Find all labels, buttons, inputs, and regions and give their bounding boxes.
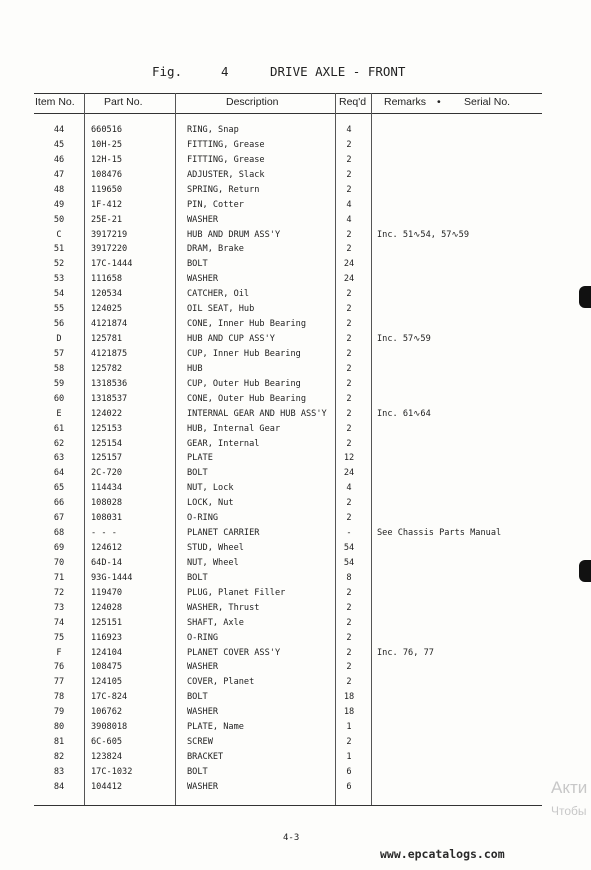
- part-no: 108031: [91, 513, 123, 524]
- table-row: [34, 123, 542, 138]
- part-no: 125151: [91, 617, 123, 628]
- qty-reqd: 2: [346, 423, 352, 434]
- fig-label: Fig.: [152, 64, 183, 79]
- table-row: [34, 780, 542, 795]
- description: NUT, Wheel: [187, 557, 239, 568]
- description: WASHER: [187, 274, 219, 285]
- description: HUB AND CUP ASS'Y: [187, 334, 275, 345]
- description: PLANET CARRIER: [187, 528, 260, 539]
- qty-reqd: 2: [346, 632, 352, 643]
- watermark-line1: Акти: [551, 778, 588, 797]
- description: FITTING, Grease: [187, 154, 265, 165]
- part-no: 2C-720: [91, 468, 123, 479]
- page-number: 4-3: [283, 833, 300, 843]
- part-no: 124022: [91, 408, 123, 419]
- table-row: [34, 242, 542, 257]
- table-row: [34, 496, 542, 511]
- item-no: 82: [53, 752, 65, 763]
- description: PLATE: [187, 453, 213, 464]
- item-no: 64: [53, 468, 65, 479]
- item-no: 48: [53, 184, 65, 195]
- item-no: 56: [53, 319, 65, 330]
- table-row: [34, 451, 542, 466]
- item-no: 72: [53, 587, 65, 598]
- part-no: 3917220: [91, 244, 128, 255]
- table-row: [34, 571, 542, 586]
- part-no: 25E-21: [91, 214, 123, 225]
- qty-reqd: 54: [343, 557, 355, 568]
- qty-reqd: 2: [346, 662, 352, 673]
- table-row: [34, 377, 542, 392]
- table-row: [34, 257, 542, 272]
- qty-reqd: 8: [346, 572, 352, 583]
- remarks: Inc. 76, 77: [377, 647, 434, 658]
- part-no: 119650: [91, 184, 123, 195]
- description: SCREW: [187, 737, 213, 748]
- table-row: [34, 750, 542, 765]
- item-no: 76: [53, 662, 65, 673]
- item-no: 50: [53, 214, 65, 225]
- item-no: 51: [53, 244, 65, 255]
- part-no: 17C-1032: [91, 766, 133, 777]
- qty-reqd: 2: [346, 184, 352, 195]
- item-no: 46: [53, 154, 65, 165]
- item-no: 75: [53, 632, 65, 643]
- table-row: [34, 675, 542, 690]
- col-header-serial: Serial No.: [464, 96, 511, 108]
- qty-reqd: 2: [346, 647, 352, 658]
- item-no: 61: [53, 423, 65, 434]
- qty-reqd: 4: [346, 483, 352, 494]
- part-no: 17C-824: [91, 692, 128, 703]
- qty-reqd: 1: [346, 722, 352, 733]
- item-no: 66: [53, 498, 65, 509]
- qty-reqd: 2: [346, 154, 352, 165]
- table-row: [34, 317, 542, 332]
- remarks: See Chassis Parts Manual: [377, 528, 502, 539]
- qty-reqd: 2: [346, 393, 352, 404]
- table-row: [34, 646, 542, 661]
- qty-reqd: 2: [346, 513, 352, 524]
- description: HUB, Internal Gear: [187, 423, 281, 434]
- item-no: 81: [53, 737, 65, 748]
- table-row: [34, 332, 542, 347]
- item-no: 78: [53, 692, 65, 703]
- table-row: [34, 556, 542, 571]
- table-row: [34, 720, 542, 735]
- description: STUD, Wheel: [187, 543, 244, 554]
- description: WASHER: [187, 662, 219, 673]
- col-header-remarks: Remarks: [384, 96, 427, 108]
- remarks: Inc. 61∿64: [377, 408, 431, 419]
- part-no: 125153: [91, 423, 123, 434]
- part-no: 3908018: [91, 722, 128, 733]
- table-row: [34, 690, 542, 705]
- table-row: [34, 735, 542, 750]
- part-no: 17C-1444: [91, 259, 133, 270]
- part-no: 3917219: [91, 229, 128, 240]
- description: FITTING, Grease: [187, 139, 265, 150]
- description: HUB AND DRUM ASS'Y: [187, 229, 281, 240]
- item-no: 59: [53, 378, 65, 389]
- part-no: - - -: [91, 528, 117, 539]
- table-row: [34, 153, 542, 168]
- remarks: Inc. 57∿59: [377, 334, 431, 345]
- part-no: 108475: [91, 662, 123, 673]
- description: LOCK, Nut: [187, 498, 234, 509]
- part-no: 116923: [91, 632, 123, 643]
- item-no: 49: [53, 199, 65, 210]
- description: CONE, Outer Hub Bearing: [187, 393, 306, 404]
- part-no: 104412: [91, 781, 123, 792]
- table-row: [34, 213, 542, 228]
- qty-reqd: 2: [346, 378, 352, 389]
- description: WASHER: [187, 707, 219, 718]
- table-row: [34, 407, 542, 422]
- qty-reqd: 2: [346, 587, 352, 598]
- description: CONE, Inner Hub Bearing: [187, 319, 306, 330]
- part-no: 114434: [91, 483, 123, 494]
- item-no: 73: [53, 602, 65, 613]
- qty-reqd: 6: [346, 781, 352, 792]
- item-no: F: [56, 647, 62, 658]
- table-row: [34, 526, 542, 541]
- description: SHAFT, Axle: [187, 617, 244, 628]
- part-no: 125782: [91, 363, 123, 374]
- qty-reqd: 24: [343, 274, 355, 285]
- description: RING, Snap: [187, 125, 239, 135]
- table-row: [34, 466, 542, 481]
- description: PLATE, Name: [187, 722, 244, 733]
- item-no: 77: [53, 677, 65, 688]
- site-url[interactable]: www.epcatalogs.com: [380, 847, 505, 861]
- item-no: 71: [53, 572, 65, 583]
- part-no: 1F-412: [91, 199, 123, 210]
- table-row: [34, 183, 542, 198]
- description: CATCHER, Oil: [187, 289, 250, 300]
- item-no: 84: [53, 781, 65, 792]
- item-no: 55: [53, 304, 65, 315]
- qty-reqd: 12: [343, 453, 355, 464]
- table-row: [34, 511, 542, 526]
- watermark-line2: Чтобы: [551, 804, 587, 818]
- table-row: [34, 198, 542, 213]
- item-no: 70: [53, 557, 65, 568]
- description: PIN, Cotter: [187, 199, 244, 210]
- table-row: [34, 765, 542, 780]
- binder-hole-mark: [579, 560, 591, 582]
- qty-reqd: 4: [346, 199, 352, 210]
- table-row: [34, 347, 542, 362]
- qty-reqd: 24: [343, 259, 355, 270]
- col-header-item: Item No.: [35, 96, 75, 108]
- remarks: Inc. 51∿54, 57∿59: [377, 229, 470, 240]
- qty-reqd: 4: [346, 125, 352, 135]
- description: WASHER, Thrust: [187, 602, 260, 613]
- description: OIL SEAT, Hub: [187, 304, 255, 315]
- qty-reqd: 2: [346, 289, 352, 300]
- part-no: 123824: [91, 752, 123, 763]
- binder-hole-mark: [579, 286, 591, 308]
- table-row: [34, 705, 542, 720]
- table-row: [34, 422, 542, 437]
- item-no: 54: [53, 289, 65, 300]
- item-no: 65: [53, 483, 65, 494]
- description: WASHER: [187, 214, 219, 225]
- table-row: [34, 392, 542, 407]
- col-header-description: Description: [226, 96, 279, 108]
- item-no: D: [56, 334, 62, 345]
- part-no: 124612: [91, 543, 123, 554]
- header-bottom-rule: [34, 113, 542, 114]
- item-no: 83: [53, 766, 65, 777]
- description: PLUG, Planet Filler: [187, 587, 286, 598]
- item-no: 58: [53, 363, 65, 374]
- description: ADJUSTER, Slack: [187, 169, 265, 180]
- description: SPRING, Return: [187, 184, 260, 195]
- qty-reqd: 2: [346, 169, 352, 180]
- part-no: 660516: [91, 125, 123, 135]
- table-row: [34, 272, 542, 287]
- description: HUB: [187, 363, 203, 374]
- qty-reqd: 2: [346, 602, 352, 613]
- table-row: [34, 362, 542, 377]
- description: WASHER: [187, 781, 219, 792]
- fig-number: 4: [221, 64, 229, 79]
- table-row: [34, 287, 542, 302]
- item-no: 68: [53, 528, 65, 539]
- item-no: 53: [53, 274, 65, 285]
- description: CUP, Outer Hub Bearing: [187, 378, 301, 389]
- description: BOLT: [187, 259, 208, 270]
- part-no: 108476: [91, 169, 123, 180]
- description: O-RING: [187, 632, 219, 643]
- part-no: 106762: [91, 707, 123, 718]
- qty-reqd: 4: [346, 214, 352, 225]
- description: COVER, Planet: [187, 677, 255, 688]
- part-no: 108028: [91, 498, 123, 509]
- table-row: [34, 541, 542, 556]
- table-row: [34, 616, 542, 631]
- description: BOLT: [187, 468, 208, 479]
- part-no: 6C-605: [91, 737, 123, 748]
- part-no: 124028: [91, 602, 123, 613]
- table-row: [34, 481, 542, 496]
- item-no: 60: [53, 393, 65, 404]
- qty-reqd: 2: [346, 139, 352, 150]
- description: BOLT: [187, 572, 208, 583]
- table-row: [34, 660, 542, 675]
- col-header-part: Part No.: [104, 96, 143, 108]
- part-no: 111658: [91, 274, 123, 285]
- part-no: 93G-1444: [91, 572, 133, 583]
- table-row: [34, 437, 542, 452]
- qty-reqd: 6: [346, 766, 352, 777]
- description: PLANET COVER ASS'Y: [187, 647, 281, 658]
- item-no: 57: [53, 348, 65, 359]
- description: INTERNAL GEAR AND HUB ASS'Y: [187, 408, 327, 419]
- qty-reqd: 2: [346, 229, 352, 240]
- qty-reqd: -: [346, 528, 352, 539]
- qty-reqd: 2: [346, 617, 352, 628]
- description: NUT, Lock: [187, 483, 234, 494]
- item-no: 79: [53, 707, 65, 718]
- table-row: [34, 138, 542, 153]
- part-no: 4121875: [91, 348, 128, 359]
- qty-reqd: 2: [346, 408, 352, 419]
- item-no: 67: [53, 513, 65, 524]
- part-no: 10H-25: [91, 139, 123, 150]
- qty-reqd: 2: [346, 363, 352, 374]
- item-no: 74: [53, 617, 65, 628]
- part-no: 120534: [91, 289, 123, 300]
- part-no: 125781: [91, 334, 123, 345]
- description: DRAM, Brake: [187, 244, 244, 255]
- part-no: 119470: [91, 587, 123, 598]
- part-no: 124105: [91, 677, 123, 688]
- item-no: 62: [53, 438, 65, 449]
- part-no: 4121874: [91, 319, 128, 330]
- part-no: 124104: [91, 647, 123, 658]
- item-no: 45: [53, 139, 65, 150]
- table-row: [34, 228, 542, 243]
- qty-reqd: 2: [346, 737, 352, 748]
- part-no: 124025: [91, 304, 123, 315]
- item-no: 63: [53, 453, 65, 464]
- part-no: 125154: [91, 438, 123, 449]
- qty-reqd: 2: [346, 498, 352, 509]
- table-row: [34, 168, 542, 183]
- qty-reqd: 2: [346, 334, 352, 345]
- item-no: 52: [53, 259, 65, 270]
- fig-name: DRIVE AXLE - FRONT: [270, 64, 406, 79]
- qty-reqd: 2: [346, 348, 352, 359]
- item-no: E: [56, 408, 62, 419]
- description: BRACKET: [187, 752, 224, 763]
- qty-reqd: 18: [343, 692, 355, 703]
- description: O-RING: [187, 513, 219, 524]
- qty-reqd: 2: [346, 304, 352, 315]
- col-header-bullet: •: [437, 96, 441, 108]
- description: BOLT: [187, 766, 208, 777]
- item-no: 69: [53, 543, 65, 554]
- part-no: 12H-15: [91, 154, 123, 165]
- qty-reqd: 18: [343, 707, 355, 718]
- qty-reqd: 2: [346, 677, 352, 688]
- qty-reqd: 54: [343, 543, 355, 554]
- item-no: C: [56, 229, 62, 240]
- part-no: 1318537: [91, 393, 128, 404]
- part-no: 1318536: [91, 378, 128, 389]
- description: BOLT: [187, 692, 208, 703]
- table-row: [34, 601, 542, 616]
- table-bottom-rule: [34, 805, 542, 806]
- item-no: 47: [53, 169, 65, 180]
- part-no: 64D-14: [91, 557, 123, 568]
- col-header-reqd: Req'd: [339, 96, 367, 108]
- table-row: [34, 302, 542, 317]
- table-row: [34, 586, 542, 601]
- qty-reqd: 24: [343, 468, 355, 479]
- qty-reqd: 2: [346, 438, 352, 449]
- item-no: 44: [53, 125, 65, 135]
- header-top-rule: [34, 93, 542, 94]
- table-row: [34, 631, 542, 646]
- description: GEAR, Internal: [187, 438, 260, 449]
- qty-reqd: 2: [346, 244, 352, 255]
- description: CUP, Inner Hub Bearing: [187, 348, 301, 359]
- qty-reqd: 1: [346, 752, 352, 763]
- item-no: 80: [53, 722, 65, 733]
- part-no: 125157: [91, 453, 123, 464]
- qty-reqd: 2: [346, 319, 352, 330]
